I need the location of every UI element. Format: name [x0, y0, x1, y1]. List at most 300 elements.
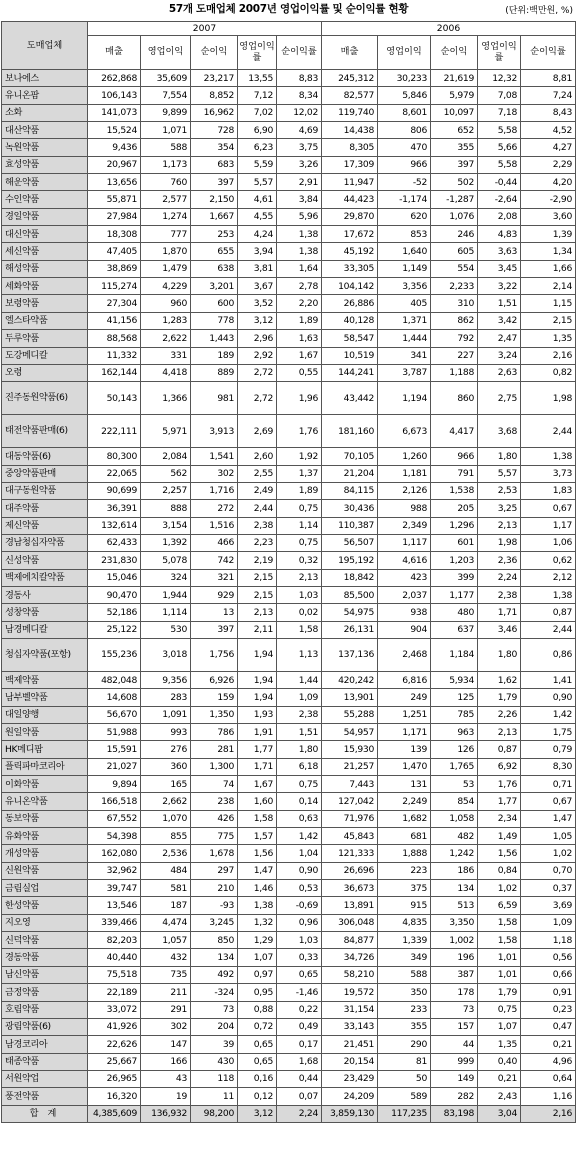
op-margin-2006: 2,53 — [478, 482, 521, 499]
net-margin-2007: 1,38 — [277, 226, 322, 243]
net-margin-2007: 4,69 — [277, 122, 322, 139]
table-row — [2, 122, 576, 139]
net-margin-2007: 5,96 — [277, 208, 322, 225]
sales-2007: 50,143 — [88, 382, 141, 415]
op-profit-2006: 681 — [378, 828, 431, 845]
net-margin-2007: 0,55 — [277, 364, 322, 381]
op-profit-2007: 7,554 — [141, 87, 191, 104]
net-margin-2007: -1,46 — [277, 984, 322, 1001]
net-margin-2006: 8,43 — [521, 104, 576, 121]
net-margin-2006: 0,56 — [521, 949, 576, 966]
op-margin-2007: 0,95 — [238, 984, 277, 1001]
net-margin-2006: -2,90 — [521, 191, 576, 208]
op-profit-2006: 8,601 — [378, 104, 431, 121]
net-profit-2006: 205 — [431, 500, 478, 517]
sales-2006: 55,288 — [322, 706, 378, 723]
sales-2006: 58,210 — [322, 966, 378, 983]
op-margin-2006: 5,57 — [478, 465, 521, 482]
company-name: 세신약품 — [2, 243, 88, 260]
net-profit-2007: 3,201 — [191, 278, 238, 295]
op-profit-2006: 853 — [378, 226, 431, 243]
op-margin-2006: 1,56 — [478, 845, 521, 862]
net-profit-2006: 134 — [431, 880, 478, 897]
net-margin-2007: 0,75 — [277, 534, 322, 551]
net-profit-2007: 929 — [191, 586, 238, 603]
company-name: 남경메디칼 — [2, 621, 88, 638]
sales-2007: 132,614 — [88, 517, 141, 534]
table-row — [2, 243, 576, 260]
net-profit-2006: 125 — [431, 689, 478, 706]
net-profit-2006: 157 — [431, 1018, 478, 1035]
op-margin-2006: 1,49 — [478, 828, 521, 845]
op-margin-2006: 2,36 — [478, 552, 521, 569]
company-name: 금림실업 — [2, 880, 88, 897]
header-net-profit-2007: 순이익 — [191, 36, 238, 70]
net-profit-2006: 963 — [431, 724, 478, 741]
sales-2007: 27,304 — [88, 295, 141, 312]
op-profit-2007: 1,283 — [141, 312, 191, 329]
sales-2007: 27,984 — [88, 208, 141, 225]
net-profit-2006: 605 — [431, 243, 478, 260]
company-name: 남부벨약품 — [2, 689, 88, 706]
net-margin-2007: 0,22 — [277, 1001, 322, 1018]
sales-2007: 33,072 — [88, 1001, 141, 1018]
table-row — [2, 364, 576, 381]
header-row-columns — [2, 36, 576, 70]
table-row — [2, 104, 576, 121]
op-profit-2007: 3,018 — [141, 638, 191, 671]
document-title: 57개 도매업체 2007년 영업이익률 및 순이익률 현황 — [168, 3, 409, 15]
table-row — [2, 845, 576, 862]
company-name: 서원약업 — [2, 1070, 88, 1087]
op-profit-2006: 1,371 — [378, 312, 431, 329]
op-profit-2006: 1,640 — [378, 243, 431, 260]
net-margin-2006: 2,15 — [521, 312, 576, 329]
sales-2006: 36,673 — [322, 880, 378, 897]
sales-2007: 339,466 — [88, 914, 141, 931]
sales-2007: 9,894 — [88, 776, 141, 793]
table-row — [2, 880, 576, 897]
op-profit-2006: 1,339 — [378, 932, 431, 949]
net-margin-2006: 1,66 — [521, 260, 576, 277]
op-profit-2006: 139 — [378, 741, 431, 758]
table-row — [2, 810, 576, 827]
op-margin-2007: 0,88 — [238, 1001, 277, 1018]
op-margin-2006: 4,83 — [478, 226, 521, 243]
op-margin-2007: 3,12 — [238, 312, 277, 329]
net-margin-2006: 0,91 — [521, 984, 576, 1001]
op-margin-2007: 1,91 — [238, 724, 277, 741]
total-row — [2, 1105, 576, 1122]
sales-2006: 245,312 — [322, 70, 378, 87]
table-row — [2, 793, 576, 810]
net-profit-2007: 6,926 — [191, 671, 238, 688]
table-row — [2, 706, 576, 723]
op-margin-2006: 1,79 — [478, 984, 521, 1001]
net-profit-2006: 73 — [431, 1001, 478, 1018]
company-name: 도강메디칼 — [2, 347, 88, 364]
op-margin-2006: 2,47 — [478, 330, 521, 347]
net-margin-2006: 0,82 — [521, 364, 576, 381]
net-profit-2007: 638 — [191, 260, 238, 277]
net-margin-2006: 2,44 — [521, 621, 576, 638]
op-profit-2006: 2,126 — [378, 482, 431, 499]
company-name: 해운약품 — [2, 174, 88, 191]
company-name: 청십자약품(포항) — [2, 638, 88, 671]
company-name: HK메디팜 — [2, 741, 88, 758]
company-name: 태전약품판매(6) — [2, 415, 88, 448]
op-profit-2006: 223 — [378, 862, 431, 879]
op-profit-2006: 470 — [378, 139, 431, 156]
op-profit-2007: 35,609 — [141, 70, 191, 87]
op-margin-2006: 2,13 — [478, 724, 521, 741]
op-profit-2007: 760 — [141, 174, 191, 191]
sales-2007: 40,440 — [88, 949, 141, 966]
sales-2006: 137,136 — [322, 638, 378, 671]
sales-2006: 110,387 — [322, 517, 378, 534]
sales-2006: 40,128 — [322, 312, 378, 329]
net-profit-2007: 13 — [191, 604, 238, 621]
table-row — [2, 914, 576, 931]
net-margin-2006: 2,12 — [521, 569, 576, 586]
sales-2007: 141,073 — [88, 104, 141, 121]
net-profit-2006: 785 — [431, 706, 478, 723]
net-profit-2007: 189 — [191, 347, 238, 364]
sales-2006: 8,305 — [322, 139, 378, 156]
op-margin-2007: 2,96 — [238, 330, 277, 347]
net-margin-2007: 2,91 — [277, 174, 322, 191]
company-name: 제신약품 — [2, 517, 88, 534]
op-margin-2006: 1,80 — [478, 448, 521, 465]
op-margin-2006: 5,58 — [478, 156, 521, 173]
sales-2007: 13,546 — [88, 897, 141, 914]
net-margin-2006: 0,64 — [521, 1070, 576, 1087]
sales-2007: 52,186 — [88, 604, 141, 621]
table-row — [2, 1001, 576, 1018]
net-profit-2006: 1,002 — [431, 932, 478, 949]
sales-2007: 25,122 — [88, 621, 141, 638]
net-profit-2007: 16,962 — [191, 104, 238, 121]
net-margin-2007: 0,44 — [277, 1070, 322, 1087]
op-margin-2007: 2,13 — [238, 604, 277, 621]
op-profit-2007: 324 — [141, 569, 191, 586]
net-profit-2007: 297 — [191, 862, 238, 879]
net-profit-2007: 1,443 — [191, 330, 238, 347]
op-margin-2006: -2,64 — [478, 191, 521, 208]
net-margin-2006: 1,47 — [521, 810, 576, 827]
net-margin-2007: 1,64 — [277, 260, 322, 277]
table-row — [2, 604, 576, 621]
company-name: 광림약품(6) — [2, 1018, 88, 1035]
op-profit-2006: 1,260 — [378, 448, 431, 465]
net-profit-2006: 3,350 — [431, 914, 478, 931]
net-profit-2007: 466 — [191, 534, 238, 551]
table-row — [2, 70, 576, 87]
op-margin-2006: 2,43 — [478, 1088, 521, 1105]
sales-2006: 17,309 — [322, 156, 378, 173]
net-profit-2007: 281 — [191, 741, 238, 758]
sales-2006: 21,451 — [322, 1036, 378, 1053]
net-margin-2007: 1,80 — [277, 741, 322, 758]
op-margin-2007: 1,29 — [238, 932, 277, 949]
sales-2007: 39,747 — [88, 880, 141, 897]
op-margin-2006: 1,07 — [478, 1018, 521, 1035]
op-margin-2007: 2,72 — [238, 382, 277, 415]
net-margin-2007: 0,75 — [277, 500, 322, 517]
op-profit-2007: 1,366 — [141, 382, 191, 415]
net-margin-2006: 1,41 — [521, 671, 576, 688]
op-profit-2007: 888 — [141, 500, 191, 517]
op-profit-2007: 1,944 — [141, 586, 191, 603]
net-profit-2006: 1,177 — [431, 586, 478, 603]
op-margin-2006: 1,79 — [478, 689, 521, 706]
op-margin-2006: 3,63 — [478, 243, 521, 260]
net-profit-2007: 253 — [191, 226, 238, 243]
sales-2006: 104,142 — [322, 278, 378, 295]
company-name: 엘스타약품 — [2, 312, 88, 329]
net-margin-2007: 0,90 — [277, 862, 322, 879]
op-profit-2006: 2,349 — [378, 517, 431, 534]
table-row — [2, 156, 576, 173]
op-margin-2007: 1,71 — [238, 758, 277, 775]
op-profit-2006: 81 — [378, 1053, 431, 1070]
net-profit-2007: 321 — [191, 569, 238, 586]
net-margin-2007: 2,13 — [277, 569, 322, 586]
table-row — [2, 448, 576, 465]
op-profit-2006: 30,233 — [378, 70, 431, 87]
net-margin-2006: 1,05 — [521, 828, 576, 845]
net-profit-2007: 272 — [191, 500, 238, 517]
net-margin-2006: 1,16 — [521, 1088, 576, 1105]
net-profit-2007: 655 — [191, 243, 238, 260]
net-margin-2007: 0,53 — [277, 880, 322, 897]
op-margin-2007: 3,94 — [238, 243, 277, 260]
op-margin-2006: 1,58 — [478, 914, 521, 931]
sales-2006: 58,547 — [322, 330, 378, 347]
sales-2007: 15,046 — [88, 569, 141, 586]
sales-2006: 29,870 — [322, 208, 378, 225]
sales-2007: 25,667 — [88, 1053, 141, 1070]
sales-2007: 41,156 — [88, 312, 141, 329]
op-margin-2007: 1,77 — [238, 741, 277, 758]
net-profit-2006: 1,296 — [431, 517, 478, 534]
header-year-2006: 2006 — [322, 22, 576, 36]
sales-2006: 45,192 — [322, 243, 378, 260]
net-margin-2007: 1,67 — [277, 347, 322, 364]
op-margin-2006: 7,18 — [478, 104, 521, 121]
op-margin-2007: 1,93 — [238, 706, 277, 723]
table-row — [2, 260, 576, 277]
net-profit-2006: 791 — [431, 465, 478, 482]
op-profit-2007: 855 — [141, 828, 191, 845]
net-profit-2006: 387 — [431, 966, 478, 983]
company-name: 금정약품 — [2, 984, 88, 1001]
op-margin-2007: 1,57 — [238, 828, 277, 845]
net-margin-2007: 1,68 — [277, 1053, 322, 1070]
total-sales-2007: 4,385,609 — [88, 1105, 141, 1122]
company-name: 두루약품 — [2, 330, 88, 347]
net-margin-2006: 0,70 — [521, 862, 576, 879]
op-profit-2006: 3,356 — [378, 278, 431, 295]
table-row — [2, 552, 576, 569]
sales-2007: 62,433 — [88, 534, 141, 551]
op-margin-2007: 1,60 — [238, 793, 277, 810]
op-profit-2006: 350 — [378, 984, 431, 1001]
net-profit-2007: 742 — [191, 552, 238, 569]
sales-2007: 155,236 — [88, 638, 141, 671]
op-profit-2006: 1,470 — [378, 758, 431, 775]
sales-2007: 41,926 — [88, 1018, 141, 1035]
op-margin-2006: 7,08 — [478, 87, 521, 104]
net-profit-2006: 1,242 — [431, 845, 478, 862]
op-profit-2007: 360 — [141, 758, 191, 775]
net-margin-2006: 3,73 — [521, 465, 576, 482]
net-margin-2006: 1,38 — [521, 448, 576, 465]
net-margin-2007: 1,13 — [277, 638, 322, 671]
total-company-name: 합 계 — [2, 1105, 88, 1122]
table-row — [2, 1070, 576, 1087]
op-margin-2006: 2,13 — [478, 517, 521, 534]
net-profit-2007: 1,350 — [191, 706, 238, 723]
sales-2007: 16,320 — [88, 1088, 141, 1105]
op-profit-2007: 19 — [141, 1088, 191, 1105]
net-margin-2007: 3,84 — [277, 191, 322, 208]
sales-2007: 162,144 — [88, 364, 141, 381]
op-margin-2007: 0,65 — [238, 1036, 277, 1053]
sales-2006: 15,930 — [322, 741, 378, 758]
op-profit-2007: 530 — [141, 621, 191, 638]
sales-2007: 82,203 — [88, 932, 141, 949]
op-margin-2007: 0,12 — [238, 1088, 277, 1105]
net-profit-2006: 246 — [431, 226, 478, 243]
net-profit-2006: 282 — [431, 1088, 478, 1105]
sales-2007: 20,967 — [88, 156, 141, 173]
net-margin-2006: 2,16 — [521, 347, 576, 364]
table-row — [2, 1018, 576, 1035]
sales-2007: 54,398 — [88, 828, 141, 845]
op-margin-2007: 1,32 — [238, 914, 277, 931]
net-margin-2006: 0,62 — [521, 552, 576, 569]
op-margin-2006: 1,76 — [478, 776, 521, 793]
net-profit-2007: 430 — [191, 1053, 238, 1070]
table-row — [2, 689, 576, 706]
net-margin-2007: 3,26 — [277, 156, 322, 173]
op-profit-2006: 375 — [378, 880, 431, 897]
company-name: 호림약품 — [2, 1001, 88, 1018]
sales-2006: 18,842 — [322, 569, 378, 586]
net-profit-2006: 601 — [431, 534, 478, 551]
net-profit-2006: 196 — [431, 949, 478, 966]
op-margin-2006: 0,40 — [478, 1053, 521, 1070]
net-profit-2007: 1,300 — [191, 758, 238, 775]
net-margin-2007: 2,20 — [277, 295, 322, 312]
company-name: 세화약품 — [2, 278, 88, 295]
total-op-margin-2007: 3,12 — [238, 1105, 277, 1122]
sales-2006: 21,257 — [322, 758, 378, 775]
company-name: 오령 — [2, 364, 88, 381]
total-op-profit-2006: 117,235 — [378, 1105, 431, 1122]
sales-2007: 32,962 — [88, 862, 141, 879]
net-profit-2007: 981 — [191, 382, 238, 415]
op-profit-2007: 1,114 — [141, 604, 191, 621]
op-profit-2006: -52 — [378, 174, 431, 191]
op-profit-2006: -1,174 — [378, 191, 431, 208]
op-margin-2007: 0,72 — [238, 1018, 277, 1035]
op-margin-2006: 2,38 — [478, 586, 521, 603]
net-margin-2006: 1,15 — [521, 295, 576, 312]
net-margin-2006: 4,52 — [521, 122, 576, 139]
table-row — [2, 208, 576, 225]
sales-2006: 82,577 — [322, 87, 378, 104]
table-row — [2, 482, 576, 499]
sales-2006: 13,901 — [322, 689, 378, 706]
sales-2006: 11,947 — [322, 174, 378, 191]
net-profit-2007: 354 — [191, 139, 238, 156]
net-margin-2006: 0,23 — [521, 1001, 576, 1018]
sales-2007: 75,518 — [88, 966, 141, 983]
op-profit-2006: 806 — [378, 122, 431, 139]
sales-2006: 31,154 — [322, 1001, 378, 1018]
net-profit-2006: 1,538 — [431, 482, 478, 499]
net-profit-2007: -324 — [191, 984, 238, 1001]
op-margin-2006: 2,34 — [478, 810, 521, 827]
op-profit-2007: 2,084 — [141, 448, 191, 465]
company-name: 플릭파마코리아 — [2, 758, 88, 775]
op-margin-2006: 6,59 — [478, 897, 521, 914]
net-profit-2007: 426 — [191, 810, 238, 827]
op-margin-2007: 2,38 — [238, 517, 277, 534]
net-margin-2007: 1,44 — [277, 671, 322, 688]
net-profit-2007: 778 — [191, 312, 238, 329]
header-op-margin-2007: 영업이익률 — [238, 36, 277, 70]
net-margin-2006: 1,06 — [521, 534, 576, 551]
op-profit-2006: 2,468 — [378, 638, 431, 671]
op-profit-2007: 2,536 — [141, 845, 191, 862]
op-profit-2007: 5,971 — [141, 415, 191, 448]
op-profit-2006: 131 — [378, 776, 431, 793]
op-profit-2007: 2,257 — [141, 482, 191, 499]
sales-2006: 420,242 — [322, 671, 378, 688]
company-name: 유니온약품 — [2, 793, 88, 810]
op-profit-2007: 3,154 — [141, 517, 191, 534]
net-profit-2006: 1,203 — [431, 552, 478, 569]
op-margin-2007: 1,38 — [238, 897, 277, 914]
net-margin-2006: 1,35 — [521, 330, 576, 347]
op-margin-2006: 2,26 — [478, 706, 521, 723]
op-margin-2006: 1,01 — [478, 966, 521, 983]
op-profit-2006: 620 — [378, 208, 431, 225]
op-margin-2006: 5,58 — [478, 122, 521, 139]
net-margin-2006: 1,38 — [521, 586, 576, 603]
op-profit-2007: 1,870 — [141, 243, 191, 260]
net-margin-2007: 1,38 — [277, 243, 322, 260]
net-margin-2007: 0,14 — [277, 793, 322, 810]
header-net-profit-2006: 순이익 — [431, 36, 478, 70]
op-margin-2007: 0,97 — [238, 966, 277, 983]
op-margin-2007: 5,59 — [238, 156, 277, 173]
sales-2006: 23,429 — [322, 1070, 378, 1087]
op-margin-2007: 4,61 — [238, 191, 277, 208]
net-profit-2006: 1,184 — [431, 638, 478, 671]
net-profit-2006: 652 — [431, 122, 478, 139]
sales-2006: 43,442 — [322, 382, 378, 415]
op-margin-2007: 1,47 — [238, 862, 277, 879]
sales-2007: 222,111 — [88, 415, 141, 448]
net-profit-2007: 1,516 — [191, 517, 238, 534]
net-profit-2006: 5,934 — [431, 671, 478, 688]
header-op-margin-2006: 영업이익률 — [478, 36, 521, 70]
sales-2007: 51,988 — [88, 724, 141, 741]
